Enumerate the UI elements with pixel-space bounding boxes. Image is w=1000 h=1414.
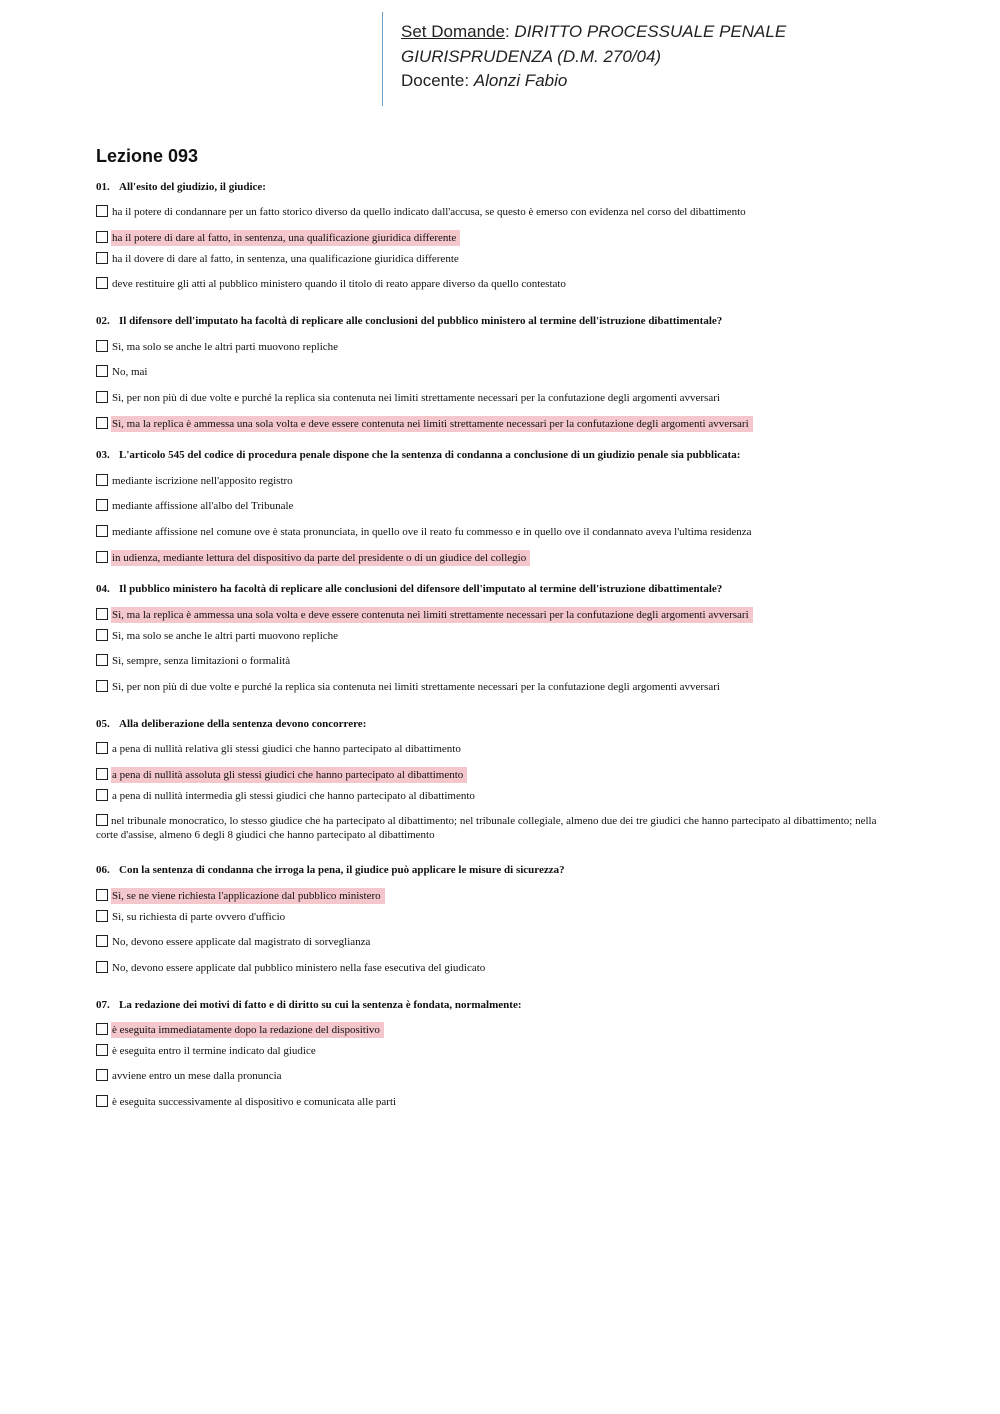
question-1 [96, 180, 916, 300]
answer-text: a pena di nullità assoluta gli stessi giudici che hanno partecipato al dibattimento [111, 767, 467, 783]
answer-option[interactable] [96, 679, 724, 695]
answer-text: Sì, sempre, senza limitazioni o formalità [112, 655, 291, 667]
answer-option-correct[interactable] [96, 607, 753, 623]
header-course-line: Set Domande: DIRITTO PROCESSUALE PENALE [401, 22, 787, 41]
answer-text: è eseguita entro il termine indicato dal giudice [112, 1045, 316, 1057]
answer-checkbox[interactable] [96, 680, 108, 692]
answer-option[interactable] [96, 653, 294, 669]
answer-checkbox[interactable] [96, 935, 108, 947]
teacher-label: Docente: [401, 71, 470, 90]
answer-checkbox[interactable] [96, 742, 108, 754]
answer-checkbox[interactable] [96, 814, 108, 826]
answer-checkbox[interactable] [96, 768, 108, 780]
header-teacher-line [401, 69, 961, 94]
answer-checkbox[interactable] [96, 525, 108, 537]
answer-option[interactable] [96, 788, 479, 804]
answer-text: mediante affissione all'albo del Tribunale [112, 500, 294, 512]
teacher-name: Alonzi Fabio [473, 71, 568, 90]
answer-text: Sì, per non più di due volte e purché la replica sia contenuta nei limiti strettamente necessari per la confutazione degli argomenti avversari [112, 681, 720, 693]
question-text [96, 448, 916, 462]
question-label: Alla deliberazione della sentenza devono concorrere: [119, 718, 367, 730]
answer-option[interactable] [96, 1043, 320, 1059]
answer-option[interactable] [96, 251, 463, 267]
answer-text: Sì, ma la replica è ammessa una sola volta e deve essere contenuta nei limiti strettamente necessari per la confutazione degli argomenti avversari [111, 607, 753, 623]
answer-checkbox[interactable] [96, 417, 108, 429]
answer-option[interactable] [96, 498, 297, 514]
answer-text: deve restituire gli atti al pubblico ministero quando il titolo di reato appare diverso da quello contestato [112, 278, 566, 290]
question-number: 06. [96, 864, 110, 876]
question-number: 03. [96, 449, 110, 461]
answer-text: No, devono essere applicate dal pubblico ministero nella fase esecutiva del giudicato [112, 962, 486, 974]
answer-checkbox[interactable] [96, 340, 108, 352]
answer-text: Sì, per non più di due volte e purché la replica sia contenuta nei limiti strettamente necessari per la confutazione degli argomenti avversari [112, 392, 720, 404]
question-label: L'articolo 545 del codice di procedura penale dispone che la sentenza di condanna a conclusione di un giudizio penale sia pubblicata: [119, 449, 741, 461]
answer-option-correct[interactable] [96, 888, 385, 904]
question-number: 07. [96, 999, 110, 1011]
document-header [382, 12, 961, 106]
answer-text: in udienza, mediante lettura del dispositivo da parte del presidente o di un giudice del collegio [111, 550, 530, 566]
answer-option[interactable] [96, 390, 724, 406]
answer-checkbox[interactable] [96, 1044, 108, 1056]
answer-checkbox[interactable] [96, 231, 108, 243]
answer-checkbox[interactable] [96, 205, 108, 217]
answer-checkbox[interactable] [96, 474, 108, 486]
answer-option[interactable] [96, 960, 489, 976]
question-number: 04. [96, 583, 110, 595]
answer-text: Sì, ma solo se anche le altri parti muovono repliche [112, 630, 339, 642]
answer-checkbox[interactable] [96, 551, 108, 563]
answer-option[interactable] [96, 473, 297, 489]
answer-option[interactable] [96, 276, 570, 292]
answer-checkbox[interactable] [96, 277, 108, 289]
answer-option[interactable] [96, 1094, 400, 1110]
question-text [96, 863, 916, 877]
answer-option-correct[interactable] [96, 1022, 384, 1038]
answer-text: mediante iscrizione nell'apposito registro [112, 475, 293, 487]
question-text [96, 180, 916, 194]
answer-checkbox[interactable] [96, 499, 108, 511]
answer-checkbox[interactable] [96, 889, 108, 901]
answer-option-correct[interactable] [96, 550, 530, 566]
degree-name: GIURISPRUDENZA (D.M. 270/04) [401, 46, 662, 66]
answer-option[interactable] [96, 934, 374, 950]
question-text [96, 314, 916, 328]
lesson-title: Lezione 093 [96, 146, 199, 166]
course-name: DIRITTO PROCESSUALE PENALE [514, 22, 787, 41]
answer-text: No, devono essere applicate dal magistrato di sorveglianza [112, 936, 371, 948]
answer-option[interactable] [96, 524, 756, 540]
question-3 [96, 448, 916, 568]
answer-option[interactable] [96, 339, 342, 355]
question-7 [96, 998, 916, 1118]
answer-text: avviene entro un mese dalla pronuncia [112, 1070, 282, 1082]
answer-text: è eseguita immediatamente dopo la redazione del dispositivo [111, 1022, 384, 1038]
question-text [96, 582, 916, 596]
answer-text: Sì, ma la replica è ammessa una sola volta e deve essere contenuta nei limiti strettamente necessari per la confutazione degli argomenti avversari [111, 416, 753, 432]
answer-checkbox[interactable] [96, 365, 108, 377]
question-label: All'esito del giudizio, il giudice: [119, 181, 266, 193]
question-6 [96, 863, 916, 983]
answer-checkbox[interactable] [96, 789, 108, 801]
answer-text: ha il potere di condannare per un fatto storico diverso da quello indicato dall'accusa, se questo è emerso con evidenza nel corso del dibattimento [112, 206, 746, 218]
answer-text: Sì, ma solo se anche le altri parti muovono repliche [112, 341, 339, 353]
answer-option[interactable] [96, 628, 342, 644]
answer-option-correct[interactable] [96, 230, 460, 246]
question-label: Il difensore dell'imputato ha facoltà di replicare alle conclusioni del pubblico ministero al termine dell'istruzione dibattimentale? [119, 315, 723, 327]
answer-option[interactable] [96, 741, 465, 757]
answer-checkbox[interactable] [96, 252, 108, 264]
answer-checkbox[interactable] [96, 1069, 108, 1081]
answer-option-correct[interactable] [96, 416, 753, 432]
set-label: Set Domande [401, 22, 505, 41]
answer-option-correct[interactable] [96, 767, 467, 783]
answer-option[interactable] [96, 364, 151, 380]
question-number: 02. [96, 315, 110, 327]
question-number: 01. [96, 181, 110, 193]
question-label: Con la sentenza di condanna che irroga la pena, il giudice può applicare le misure di sicurezza? [119, 864, 565, 876]
answer-text: nel tribunale monocratico, lo stesso giudice che ha partecipato al dibattimento; nel tribunale collegiale, almeno due dei tre giudici che hanno partecipato al dibattimento; nella corte d'assise, almeno 6 degli 8 giudici che hanno partecipato al dibattimento [96, 815, 877, 841]
answer-text: a pena di nullità relativa gli stessi giudici che hanno partecipato al dibattimento [112, 743, 461, 755]
answer-text: mediante affissione nel comune ove è stata pronunciata, in quello ove il reato fu commesso e in quello ove il condannato aveva l'ultima residenza [112, 526, 752, 538]
question-number: 05. [96, 718, 110, 730]
answer-text: ha il dovere di dare al fatto, in sentenza, una qualificazione giuridica differente [112, 253, 459, 265]
answer-text: a pena di nullità intermedia gli stessi giudici che hanno partecipato al dibattimento [112, 790, 475, 802]
answer-text: ha il potere di dare al fatto, in sentenza, una qualificazione giuridica differente [111, 230, 460, 246]
question-2 [96, 314, 916, 434]
question-label: La redazione dei motivi di fatto e di diritto su cui la sentenza è fondata, normalmente: [119, 999, 522, 1011]
answer-checkbox[interactable] [96, 654, 108, 666]
question-text [96, 717, 916, 731]
answer-text: è eseguita successivamente al dispositivo e comunicata alle parti [112, 1096, 397, 1108]
question-text [96, 998, 916, 1012]
answer-text: No, mai [112, 366, 148, 378]
question-5 [96, 717, 916, 841]
answer-checkbox[interactable] [96, 391, 108, 403]
answer-checkbox[interactable] [96, 961, 108, 973]
answer-option[interactable] [96, 204, 750, 220]
answer-checkbox[interactable] [96, 1023, 108, 1035]
answer-option[interactable] [96, 1068, 286, 1084]
answer-checkbox[interactable] [96, 1095, 108, 1107]
answer-text: Sì, su richiesta di parte ovvero d'ufficio [112, 911, 286, 923]
answer-option[interactable] [96, 813, 896, 842]
answer-checkbox[interactable] [96, 629, 108, 641]
header-degree-line [401, 45, 961, 70]
answer-option[interactable] [96, 909, 289, 925]
question-label: Il pubblico ministero ha facoltà di replicare alle conclusioni del difensore dell'imputato al termine dell'istruzione dibattimentale? [119, 583, 723, 595]
answer-checkbox[interactable] [96, 608, 108, 620]
answer-checkbox[interactable] [96, 910, 108, 922]
answer-text: Sì, se ne viene richiesta l'applicazione dal pubblico ministero [111, 888, 385, 904]
question-4 [96, 582, 916, 702]
